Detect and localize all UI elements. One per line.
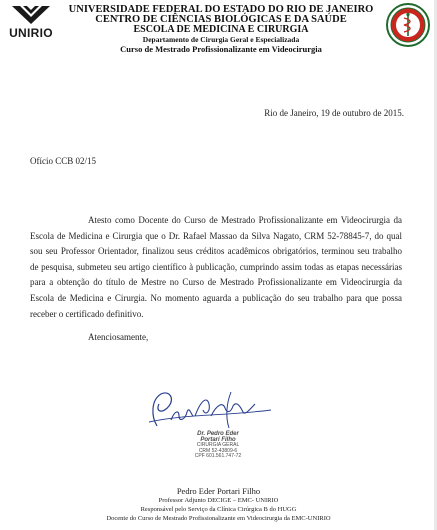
department-name: Departamento de Cirurgia Geral e Especializada bbox=[142, 35, 300, 44]
signatory-teaching-role: Docente do Curso de Mestrado Profissionalizante em Videocirurgia da EMC-UNIRIO bbox=[106, 515, 331, 522]
school-name: ESCOLA DE MEDICINA E CIRURGIA bbox=[133, 24, 309, 35]
signatory-name: Pedro Eder Portari Filho bbox=[176, 486, 261, 496]
stamp-crm: CRM 52-43809-6 bbox=[198, 447, 238, 454]
letter-closing: Atenciosamente, bbox=[88, 332, 149, 342]
center-name: CENTRO DE CIÊNCIAS BIOLÓGICAS E DA SAÚDE bbox=[95, 14, 347, 25]
university-name: UNIVERSIDADE FEDERAL DO ESTADO DO RIO DE JANEIRO bbox=[68, 4, 374, 15]
signatory-title: Professor Adjunto DECIGE – EMC- UNIRIO bbox=[158, 497, 279, 504]
stamp-cpf: CPF 601.561.747-72 bbox=[194, 453, 242, 460]
stamp-specialty: CIRURGIA GERAL bbox=[196, 442, 240, 449]
course-name: Curso de Mestrado Profissionalizante em Videocirurgia bbox=[120, 44, 322, 54]
doctor-stamp bbox=[188, 432, 248, 460]
medicine-school-seal-icon bbox=[386, 3, 430, 47]
stamp-name: Dr. Pedro Eder Portari Filho bbox=[197, 431, 239, 443]
unirio-logo bbox=[8, 4, 54, 48]
letter-body: Atesto como Docente do Curso de Mestrado Profissionalizante em Videocirurgia da Escola de Medicina e Cirurgia que o Dr. Rafael Massao da Silva Nagato, CRM 52-78845-7, do qual sou seu Professor Orientador, finalizou seus créditos acadêmicos obrigatórios, terminou seu trabalho de pesquisa, submeteu seu artigo científico à publicação, cumprindo assim todas as etapas necessárias para a obtenção do título de Mestre no Curso de Mestrado Profissionalizante em Videocirurgia da Escola de Medicina e Cirurgia. No momento aguarda a publicação do seu trabalho para que possa receber o certificado definitivo. bbox=[30, 215, 402, 319]
logo-text: UNIRIO bbox=[9, 26, 53, 40]
letter-reference: Ofício CCB 02/15 bbox=[30, 156, 97, 166]
signatory-responsibility: Responsável pelo Serviço da Clínica Cirúrgica B do HUGG bbox=[140, 506, 297, 513]
letter-date: Rio de Janeiro, 19 de outubro de 2015. bbox=[264, 108, 404, 118]
unirio-chevron-icon bbox=[12, 6, 50, 24]
handwritten-signature bbox=[145, 386, 275, 434]
